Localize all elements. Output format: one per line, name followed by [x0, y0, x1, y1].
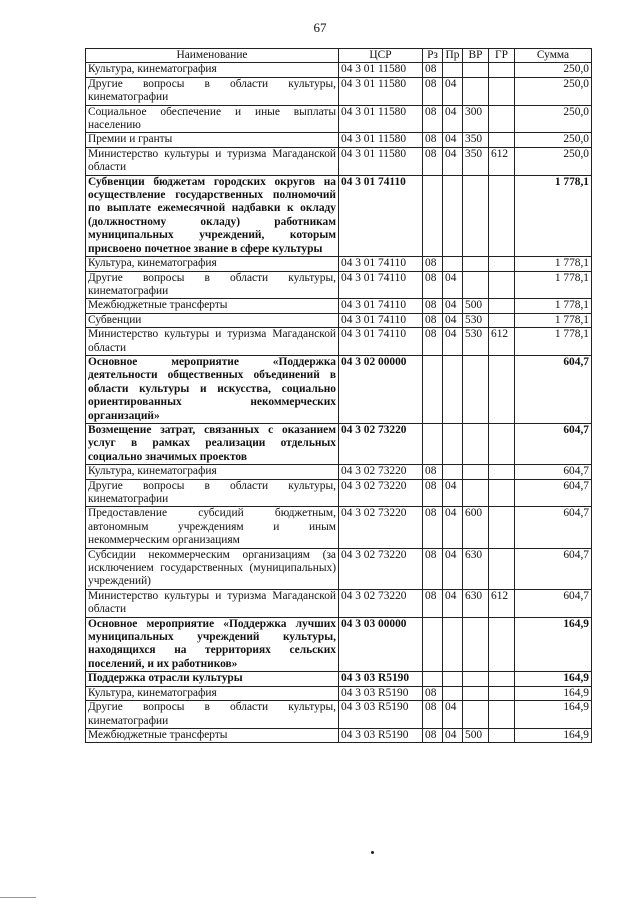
- cell-gr: [489, 672, 515, 686]
- cell-vr: [463, 423, 489, 464]
- cell-pr: [443, 686, 463, 700]
- cell-sum: 604,7: [515, 479, 592, 507]
- table-body: [86, 63, 592, 743]
- cell-csr: 04 3 02 73220: [339, 479, 423, 507]
- cell-rz: 08: [423, 313, 443, 327]
- cell-csr: 04 3 01 11580: [339, 77, 423, 105]
- cell-pr: 04: [443, 313, 463, 327]
- cell-sum: 1 778,1: [515, 313, 592, 327]
- cell-csr: 04 3 02 73220: [339, 548, 423, 589]
- cell-pr: [443, 257, 463, 271]
- cell-gr: [489, 105, 515, 133]
- cell-name: Возмещение затрат, связанных с оказанием услуг в рамках реализации отдельных социально значимых проектов: [86, 423, 339, 464]
- cell-vr: [463, 617, 489, 672]
- cell-vr: 630: [463, 589, 489, 617]
- cell-pr: 04: [443, 77, 463, 105]
- header-rz: Рз: [423, 49, 443, 63]
- cell-name: Основное мероприятие «Поддержка деятельности общественных объединений в области культуры и искусства, социально ориентированных некоммерческих организаций»: [86, 355, 339, 423]
- cell-gr: [489, 133, 515, 147]
- cell-vr: [463, 355, 489, 423]
- cell-name: Межбюджетные трансферты: [86, 299, 339, 313]
- cell-pr: [443, 617, 463, 672]
- table-row: [86, 299, 592, 313]
- cell-sum: 250,0: [515, 63, 592, 77]
- budget-table: [85, 48, 592, 743]
- cell-vr: [463, 271, 489, 299]
- cell-csr: 04 3 01 74110: [339, 299, 423, 313]
- cell-pr: 04: [443, 328, 463, 356]
- cell-gr: 612: [489, 147, 515, 175]
- cell-rz: 08: [423, 299, 443, 313]
- cell-rz: 08: [423, 328, 443, 356]
- cell-pr: 04: [443, 147, 463, 175]
- table-row: [86, 507, 592, 548]
- cell-rz: 08: [423, 479, 443, 507]
- cell-sum: 1 778,1: [515, 328, 592, 356]
- cell-csr: 04 3 01 11580: [339, 105, 423, 133]
- cell-csr: 04 3 02 73220: [339, 507, 423, 548]
- cell-gr: [489, 507, 515, 548]
- cell-name: Поддержка отрасли культуры: [86, 672, 339, 686]
- table-row: [86, 313, 592, 327]
- cell-name: Субсидии некоммерческим организациям (за исключением государственных (муниципальных) учреждений): [86, 548, 339, 589]
- cell-vr: 350: [463, 147, 489, 175]
- cell-csr: 04 3 01 11580: [339, 147, 423, 175]
- table-row: [86, 479, 592, 507]
- cell-pr: 04: [443, 589, 463, 617]
- cell-csr: 04 3 02 00000: [339, 355, 423, 423]
- cell-sum: 164,9: [515, 686, 592, 700]
- cell-rz: 08: [423, 63, 443, 77]
- cell-gr: [489, 479, 515, 507]
- cell-pr: [443, 63, 463, 77]
- cell-gr: [489, 355, 515, 423]
- cell-vr: [463, 465, 489, 479]
- header-name: Наименование: [86, 49, 339, 63]
- cell-rz: 08: [423, 548, 443, 589]
- cell-sum: 604,7: [515, 355, 592, 423]
- cell-name: Предоставление субсидий бюджетным, автономным учреждениям и иным некоммерческим организациям: [86, 507, 339, 548]
- cell-name: Межбюджетные трансферты: [86, 728, 339, 742]
- header-sum: Сумма: [515, 49, 592, 63]
- cell-pr: 04: [443, 105, 463, 133]
- cell-csr: 04 3 03 R5190: [339, 686, 423, 700]
- cell-gr: [489, 63, 515, 77]
- cell-gr: [489, 257, 515, 271]
- cell-pr: [443, 465, 463, 479]
- cell-gr: 612: [489, 589, 515, 617]
- cell-sum: 1 778,1: [515, 271, 592, 299]
- cell-csr: 04 3 01 74110: [339, 313, 423, 327]
- table-row: [86, 105, 592, 133]
- header-gr: ГР: [489, 49, 515, 63]
- table-row: [86, 257, 592, 271]
- cell-csr: 04 3 01 74110: [339, 271, 423, 299]
- cell-sum: 604,7: [515, 465, 592, 479]
- table-row: [86, 271, 592, 299]
- cell-vr: [463, 175, 489, 256]
- cell-sum: 1 778,1: [515, 299, 592, 313]
- cell-name: Культура, кинематография: [86, 63, 339, 77]
- cell-csr: 04 3 01 74110: [339, 257, 423, 271]
- cell-pr: 04: [443, 548, 463, 589]
- cell-vr: [463, 479, 489, 507]
- cell-rz: 08: [423, 589, 443, 617]
- table-row: [86, 175, 592, 256]
- cell-sum: 250,0: [515, 147, 592, 175]
- cell-csr: 04 3 03 R5190: [339, 672, 423, 686]
- cell-rz: 08: [423, 507, 443, 548]
- cell-vr: 500: [463, 728, 489, 742]
- cell-name: Субвенции бюджетам городских округов на осуществление государственных полномочий по выплате ежемесячной надбавки к окладу (должностному окладу) работникам муниципальных учреждений, которым присвоено почетное звание в сфере культуры: [86, 175, 339, 256]
- cell-pr: 04: [443, 728, 463, 742]
- header-vr: ВР: [463, 49, 489, 63]
- cell-rz: 08: [423, 686, 443, 700]
- cell-gr: [489, 271, 515, 299]
- cell-name: Культура, кинематография: [86, 686, 339, 700]
- table-row: [86, 63, 592, 77]
- cell-rz: 08: [423, 133, 443, 147]
- cell-name: Другие вопросы в области культуры, кинематографии: [86, 479, 339, 507]
- cell-gr: [489, 299, 515, 313]
- table-row: [86, 548, 592, 589]
- cell-pr: 04: [443, 507, 463, 548]
- margin-line: [0, 897, 36, 898]
- cell-pr: 04: [443, 299, 463, 313]
- cell-pr: 04: [443, 479, 463, 507]
- cell-gr: [489, 728, 515, 742]
- cell-vr: [463, 63, 489, 77]
- cell-vr: 530: [463, 313, 489, 327]
- cell-rz: [423, 672, 443, 686]
- table-row: [86, 328, 592, 356]
- cell-gr: [489, 423, 515, 464]
- table-row: [86, 133, 592, 147]
- cell-sum: 164,9: [515, 617, 592, 672]
- cell-csr: 04 3 01 11580: [339, 63, 423, 77]
- cell-pr: 04: [443, 701, 463, 729]
- table-row: [86, 77, 592, 105]
- cell-csr: 04 3 01 74110: [339, 328, 423, 356]
- cell-name: Премии и гранты: [86, 133, 339, 147]
- cell-rz: [423, 617, 443, 672]
- cell-gr: [489, 617, 515, 672]
- cell-rz: 08: [423, 105, 443, 133]
- cell-gr: [489, 548, 515, 589]
- cell-name: Другие вопросы в области культуры, кинематографии: [86, 271, 339, 299]
- cell-sum: 164,9: [515, 728, 592, 742]
- table-row: [86, 355, 592, 423]
- cell-sum: 604,7: [515, 589, 592, 617]
- cell-name: Министерство культуры и туризма Магаданской области: [86, 589, 339, 617]
- cell-csr: 04 3 01 11580: [339, 133, 423, 147]
- table-row: [86, 672, 592, 686]
- cell-sum: 1 778,1: [515, 257, 592, 271]
- cell-vr: 300: [463, 105, 489, 133]
- cell-name: Другие вопросы в области культуры, кинематографии: [86, 701, 339, 729]
- table-row: [86, 465, 592, 479]
- cell-gr: [489, 175, 515, 256]
- cell-gr: [489, 686, 515, 700]
- cell-vr: [463, 686, 489, 700]
- cell-vr: [463, 701, 489, 729]
- header-pr: Пр: [443, 49, 463, 63]
- cell-rz: 08: [423, 465, 443, 479]
- table-row: [86, 728, 592, 742]
- cell-gr: [489, 701, 515, 729]
- cell-vr: 530: [463, 328, 489, 356]
- cell-name: Министерство культуры и туризма Магаданской области: [86, 147, 339, 175]
- page-number: 67: [313, 20, 327, 35]
- cell-csr: 04 3 02 73220: [339, 423, 423, 464]
- cell-name: Культура, кинематография: [86, 257, 339, 271]
- cell-pr: [443, 355, 463, 423]
- cell-gr: [489, 465, 515, 479]
- cell-pr: [443, 175, 463, 256]
- table-row: [86, 589, 592, 617]
- cell-csr: 04 3 02 73220: [339, 589, 423, 617]
- cell-gr: [489, 77, 515, 105]
- cell-vr: [463, 77, 489, 105]
- cell-name: Министерство культуры и туризма Магаданской области: [86, 328, 339, 356]
- cell-rz: 08: [423, 257, 443, 271]
- cell-rz: 08: [423, 701, 443, 729]
- cell-sum: 250,0: [515, 105, 592, 133]
- cell-sum: 604,7: [515, 507, 592, 548]
- cell-rz: 08: [423, 728, 443, 742]
- cell-sum: 250,0: [515, 77, 592, 105]
- cell-vr: [463, 257, 489, 271]
- cell-csr: 04 3 03 R5190: [339, 701, 423, 729]
- cell-vr: 600: [463, 507, 489, 548]
- cell-csr: 04 3 03 00000: [339, 617, 423, 672]
- cell-sum: 164,9: [515, 672, 592, 686]
- cell-name: Социальное обеспечение и иные выплаты населению: [86, 105, 339, 133]
- cell-vr: 500: [463, 299, 489, 313]
- cell-rz: 08: [423, 271, 443, 299]
- cell-rz: [423, 355, 443, 423]
- table-row: [86, 617, 592, 672]
- cell-sum: 164,9: [515, 701, 592, 729]
- header-csr: ЦСР: [339, 49, 423, 63]
- cell-rz: [423, 175, 443, 256]
- cell-name: Культура, кинематография: [86, 465, 339, 479]
- cell-pr: [443, 672, 463, 686]
- cell-csr: 04 3 03 R5190: [339, 728, 423, 742]
- cell-pr: 04: [443, 271, 463, 299]
- cell-rz: [423, 423, 443, 464]
- table-row: [86, 423, 592, 464]
- cell-name: Другие вопросы в области культуры, кинематографии: [86, 77, 339, 105]
- cell-sum: 604,7: [515, 548, 592, 589]
- cell-sum: 250,0: [515, 133, 592, 147]
- page-dot: [371, 851, 374, 854]
- cell-vr: 350: [463, 133, 489, 147]
- cell-name: Субвенции: [86, 313, 339, 327]
- cell-rz: 08: [423, 147, 443, 175]
- table-row: [86, 686, 592, 700]
- cell-vr: 630: [463, 548, 489, 589]
- cell-name: Основное мероприятие «Поддержка лучших муниципальных учреждений культуры, находящихся на территориях сельских поселений, и их работников»: [86, 617, 339, 672]
- table-row: [86, 147, 592, 175]
- cell-gr: 612: [489, 328, 515, 356]
- table-header-row: [86, 49, 592, 63]
- cell-sum: 1 778,1: [515, 175, 592, 256]
- table-row: [86, 701, 592, 729]
- cell-sum: 604,7: [515, 423, 592, 464]
- cell-vr: [463, 672, 489, 686]
- cell-gr: [489, 313, 515, 327]
- cell-csr: 04 3 02 73220: [339, 465, 423, 479]
- cell-csr: 04 3 01 74110: [339, 175, 423, 256]
- cell-rz: 08: [423, 77, 443, 105]
- cell-pr: [443, 423, 463, 464]
- cell-pr: 04: [443, 133, 463, 147]
